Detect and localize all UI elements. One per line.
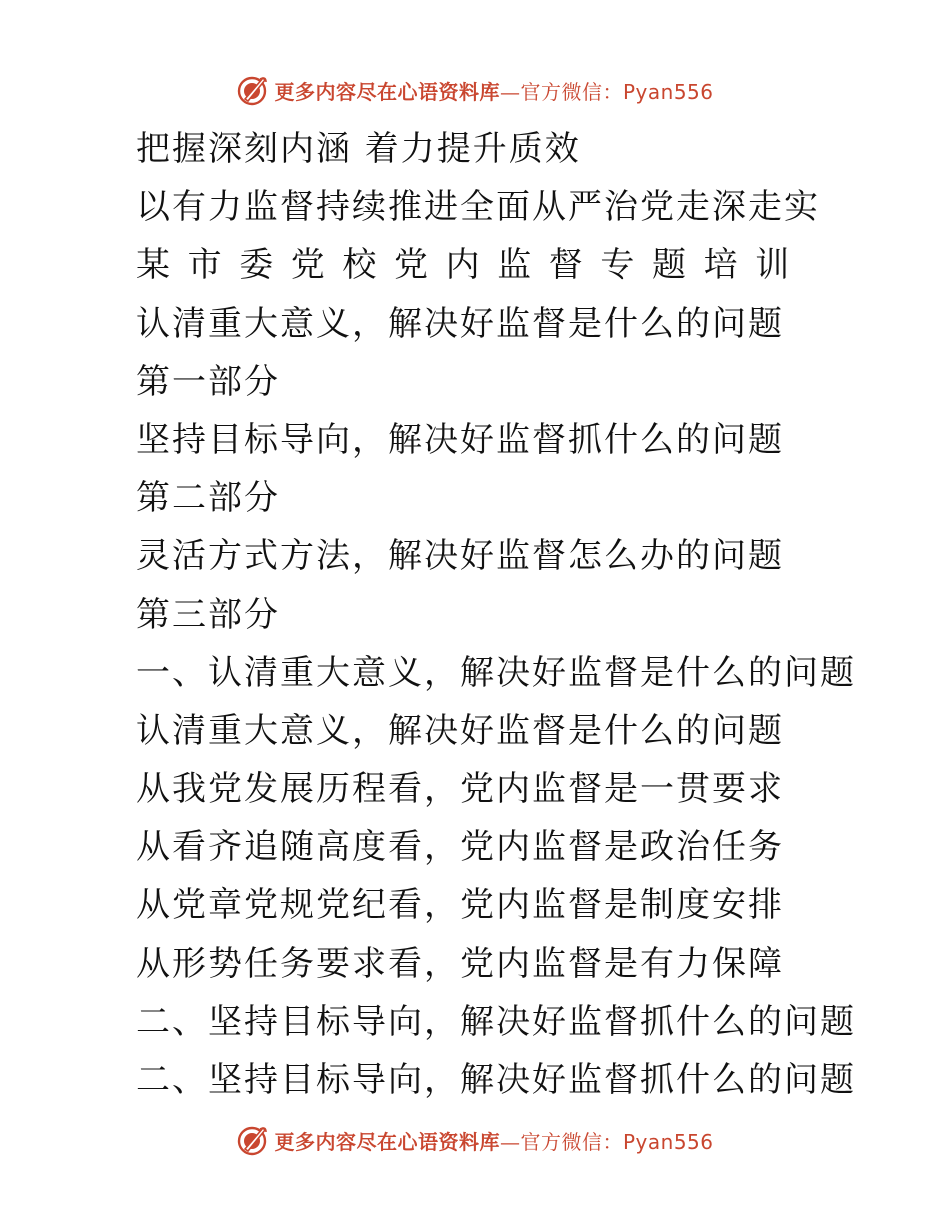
text-line: 认清重大意义，解决好监督是什么的问题 [136,303,784,344]
text-line: 从我党发展历程看，党内监督是一贯要求 [136,769,784,810]
text-line: 灵活方式方法，解决好监督怎么办的问题 [136,536,784,577]
quill-seal-icon [236,74,268,106]
text-line: 从党章党规党纪看，党内监督是制度安排 [136,885,784,926]
section-heading: 二、坚持目标导向，解决好监督抓什么的问题 [136,1060,856,1100]
watermark-text: 更多内容尽在心语资料库—官方微信：Pyan556 [274,79,714,104]
section-heading: 二、坚持目标导向，解决好监督抓什么的问题 [136,1001,856,1042]
document-body [136,120,856,1109]
text-line: 从看齐追随高度看，党内监督是政治任务 [136,827,784,868]
footer-watermark [0,1120,950,1160]
quill-seal-icon [236,1124,268,1156]
document-issuer: 某市委党校党内监督专题培训 [136,245,807,286]
text-line: 从形势任务要求看，党内监督是有力保障 [136,943,784,984]
text-line: 坚持目标导向，解决好监督抓什么的问题 [136,419,784,460]
header-watermark [0,70,950,110]
document-subtitle: 以有力监督持续推进全面从严治党走深走实 [136,187,820,228]
watermark-text: 更多内容尽在心语资料库—官方微信：Pyan556 [274,1129,714,1154]
document-title: 把握深刻内涵 着力提升质效 [136,129,581,169]
part-label: 第三部分 [136,594,280,635]
text-line: 认清重大意义，解决好监督是什么的问题 [136,710,784,751]
section-heading: 一、认清重大意义，解决好监督是什么的问题 [136,652,856,693]
part-label: 第二部分 [136,478,280,519]
part-label: 第一部分 [136,361,280,402]
